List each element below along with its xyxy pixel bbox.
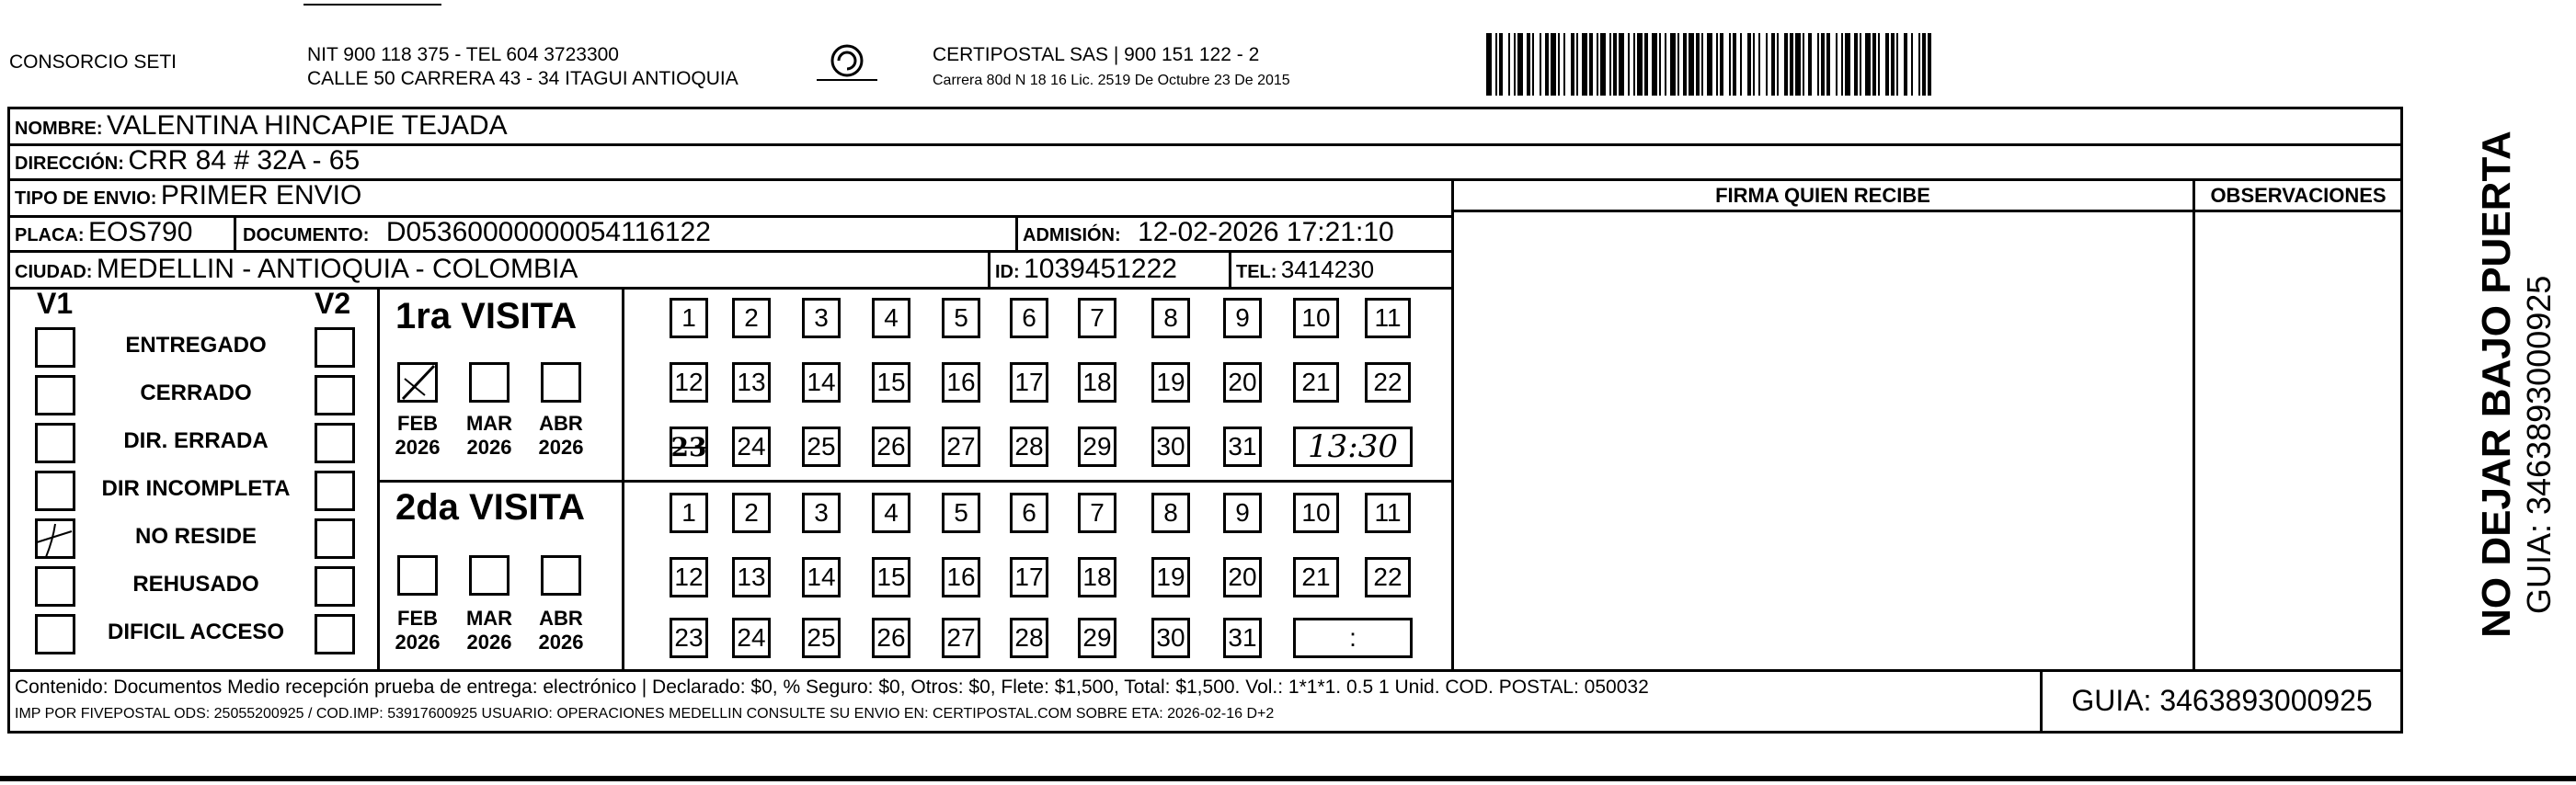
barcode-bar bbox=[1865, 33, 1871, 96]
day-cell[interactable]: 24 bbox=[732, 618, 771, 658]
tipo-row: TIPO DE ENVIO: PRIMER ENVIO bbox=[15, 180, 362, 210]
barcode-bar bbox=[1758, 33, 1760, 96]
barcode-bar bbox=[1747, 33, 1751, 96]
row-divider bbox=[7, 178, 2403, 181]
nombre-row: NOMBRE: VALENTINA HINCAPIE TEJADA bbox=[15, 110, 508, 141]
day-cell[interactable]: 13 bbox=[732, 362, 771, 403]
barcode-bar bbox=[1644, 33, 1648, 96]
barcode-bar bbox=[1928, 33, 1931, 96]
observaciones-header: OBSERVACIONES bbox=[2210, 184, 2387, 207]
address-line: CALLE 50 CARRERA 43 - 34 ITAGUI ANTIOQUIA bbox=[307, 68, 738, 89]
barcode bbox=[1486, 33, 2167, 96]
month-label bbox=[460, 607, 519, 654]
barcode-bar bbox=[1729, 33, 1731, 96]
barcode-bar bbox=[1600, 33, 1606, 96]
ciudad-field: CIUDAD: MEDELLIN - ANTIOQUIA - COLOMBIA bbox=[15, 254, 578, 284]
barcode-bar bbox=[1891, 33, 1895, 96]
placa-field: PLACA: EOS790 bbox=[15, 217, 193, 247]
barcode-bar bbox=[1589, 33, 1593, 96]
day-cell[interactable]: 27 bbox=[942, 618, 980, 658]
v1-checkbox[interactable] bbox=[35, 614, 75, 654]
month-year: 2026 bbox=[538, 436, 584, 459]
day-cell[interactable]: 17 bbox=[1010, 362, 1048, 403]
barcode-bar bbox=[1665, 33, 1666, 96]
placa-value: EOS790 bbox=[88, 217, 193, 247]
barcode-bar bbox=[1841, 33, 1843, 96]
month-year: 2026 bbox=[538, 631, 584, 654]
month-name: ABR bbox=[539, 412, 583, 435]
day-cell[interactable]: 29 bbox=[1078, 618, 1116, 658]
barcode-bar bbox=[1637, 33, 1643, 96]
month-label bbox=[388, 412, 447, 460]
barcode-bar bbox=[1659, 33, 1661, 96]
month-checkbox[interactable] bbox=[397, 362, 438, 403]
v2-checkbox[interactable] bbox=[315, 327, 355, 368]
day-cell[interactable]: 22 bbox=[1365, 362, 1411, 403]
direccion-row: DIRECCIÓN: CRR 84 # 32A - 65 bbox=[15, 145, 361, 176]
reason-label: DIR. ERRADA bbox=[123, 428, 269, 453]
month-checkbox[interactable] bbox=[469, 362, 509, 403]
side-text bbox=[2419, 118, 2558, 651]
day-cell[interactable]: 9 bbox=[1223, 493, 1262, 533]
day-cell[interactable]: 28 bbox=[1010, 618, 1048, 658]
day-cell[interactable]: 11 bbox=[1365, 493, 1411, 533]
barcode-bar bbox=[1836, 33, 1838, 96]
barcode-bar bbox=[1558, 33, 1560, 96]
documento-field: DOCUMENTO: D05360000000054116122 bbox=[243, 217, 711, 247]
month-checkbox[interactable] bbox=[541, 555, 581, 596]
day-cell[interactable]: 16 bbox=[942, 362, 980, 403]
barcode-bar bbox=[1495, 33, 1497, 96]
day-cell[interactable]: 11 bbox=[1365, 298, 1411, 338]
barcode-bar bbox=[1753, 33, 1755, 96]
v1-checkbox[interactable] bbox=[35, 327, 75, 368]
barcode-bar bbox=[1803, 33, 1804, 96]
month-year: 2026 bbox=[466, 631, 512, 654]
day-cell[interactable]: 22 bbox=[1365, 557, 1411, 597]
barcode-bar bbox=[1677, 33, 1679, 96]
col-divider bbox=[234, 215, 236, 252]
month-label bbox=[532, 412, 590, 460]
month-label bbox=[532, 607, 590, 654]
day-cell[interactable]: 25 bbox=[802, 618, 841, 658]
barcode-bar bbox=[1571, 33, 1574, 96]
barcode-bar bbox=[1784, 33, 1788, 96]
day-cell[interactable]: 19 bbox=[1151, 362, 1190, 403]
month-name: ABR bbox=[539, 607, 583, 630]
day-cell[interactable]: 7 bbox=[1078, 493, 1116, 533]
day-cell[interactable]: 2 bbox=[732, 493, 771, 533]
tel-value: 3414230 bbox=[1280, 256, 1375, 283]
day-cell[interactable]: 21 bbox=[1293, 362, 1339, 403]
v2-checkbox[interactable] bbox=[315, 614, 355, 654]
month-name: MAR bbox=[465, 412, 513, 435]
month-year: 2026 bbox=[395, 631, 441, 654]
col-divider bbox=[377, 287, 380, 671]
reason-label: DIFICIL ACCESO bbox=[107, 620, 284, 644]
month-name: FEB bbox=[397, 412, 438, 435]
second-visit-title: 2da VISITA bbox=[395, 487, 585, 528]
reason-label: CERRADO bbox=[140, 381, 252, 405]
day-cell[interactable]: 31 bbox=[1223, 618, 1262, 658]
barcode-bar bbox=[1563, 33, 1565, 96]
v2-checkbox[interactable] bbox=[315, 566, 355, 607]
barcode-bar bbox=[1517, 33, 1523, 96]
day-cell[interactable]: 24 bbox=[732, 427, 771, 467]
col-divider bbox=[988, 250, 990, 289]
barcode-bar bbox=[1628, 33, 1630, 96]
col-divider bbox=[1451, 178, 1454, 671]
barcode-bar bbox=[1582, 33, 1587, 96]
barcode-bar bbox=[1845, 33, 1850, 96]
barcode-bar bbox=[1878, 33, 1880, 96]
day-cell[interactable]: 20 bbox=[1223, 362, 1262, 403]
bottom-rule bbox=[0, 776, 2576, 781]
day-cell[interactable]: 4 bbox=[872, 298, 910, 338]
ciudad-value: MEDELLIN - ANTIOQUIA - COLOMBIA bbox=[96, 254, 578, 284]
month-name: MAR bbox=[465, 607, 513, 630]
day-cell[interactable]: 13 bbox=[732, 557, 771, 597]
day-cell[interactable]: 19 bbox=[1151, 557, 1190, 597]
day-cell[interactable]: 14 bbox=[802, 362, 841, 403]
day-cell[interactable]: 8 bbox=[1151, 493, 1190, 533]
day-cell[interactable]: 15 bbox=[872, 362, 910, 403]
month-checkbox[interactable] bbox=[541, 362, 581, 403]
month-year: 2026 bbox=[395, 436, 441, 459]
day-cell[interactable]: 3 bbox=[802, 298, 841, 338]
day-cell[interactable]: 28 bbox=[1010, 427, 1048, 467]
barcode-bar bbox=[1733, 33, 1736, 96]
id-field: ID: 1039451222 bbox=[995, 254, 1177, 284]
day-cell[interactable]: 20 bbox=[1223, 557, 1262, 597]
v1-checkbox[interactable] bbox=[35, 423, 75, 463]
id-value: 1039451222 bbox=[1024, 254, 1177, 284]
barcode-bar bbox=[1904, 33, 1907, 96]
month-checkbox[interactable] bbox=[397, 555, 438, 596]
barcode-bar bbox=[1922, 33, 1926, 96]
courier-license: Carrera 80d N 18 16 Lic. 2519 De Octubre 23 De 2015 bbox=[933, 73, 1290, 88]
barcode-bar bbox=[1720, 33, 1723, 96]
barcode-bar bbox=[1740, 33, 1742, 96]
col-divider bbox=[2040, 669, 2043, 734]
reason-label: ENTREGADO bbox=[125, 333, 267, 358]
col-divider bbox=[2192, 178, 2195, 671]
side-guia-text: GUIA: 3463893000925 bbox=[2520, 275, 2558, 614]
barcode-bar bbox=[1817, 33, 1819, 96]
barcode-bar bbox=[1576, 33, 1578, 96]
barcode-bar bbox=[1707, 33, 1712, 96]
day-cell[interactable]: 9 bbox=[1223, 298, 1262, 338]
documento-value: D05360000000054116122 bbox=[385, 217, 711, 247]
reason-label: REHUSADO bbox=[132, 572, 259, 597]
first-visit-title: 1ra VISITA bbox=[395, 296, 578, 336]
barcode-bar bbox=[1854, 33, 1858, 96]
day-cell[interactable]: 10 bbox=[1293, 298, 1339, 338]
reason-label: DIR INCOMPLETA bbox=[101, 476, 291, 501]
barcode-bar bbox=[1795, 33, 1801, 96]
tipo-value: PRIMER ENVIO bbox=[160, 180, 362, 210]
month-year: 2026 bbox=[466, 436, 512, 459]
day-cell[interactable]: 16 bbox=[942, 557, 980, 597]
day-cell[interactable]: 10 bbox=[1293, 493, 1339, 533]
day-cell[interactable]: 30 bbox=[1151, 427, 1190, 467]
month-name: FEB bbox=[397, 607, 438, 630]
v2-checkbox[interactable] bbox=[315, 423, 355, 463]
v2-header: V2 bbox=[315, 287, 351, 320]
guia-box: GUIA: 3463893000925 bbox=[2071, 684, 2373, 717]
v1-checkbox[interactable] bbox=[35, 518, 75, 559]
barcode-bar bbox=[1683, 33, 1687, 96]
time-box[interactable]: 13:30 bbox=[1293, 427, 1413, 467]
no-dejar-text: NO DEJAR BAJO PUERTA bbox=[2474, 131, 2519, 638]
signature-area[interactable] bbox=[1457, 213, 2191, 667]
day-cell[interactable]: 26 bbox=[872, 427, 910, 467]
v2-checkbox[interactable] bbox=[315, 471, 355, 511]
nombre-value: VALENTINA HINCAPIE TEJADA bbox=[107, 110, 508, 141]
barcode-bar bbox=[1689, 33, 1694, 96]
day-cell[interactable]: 7 bbox=[1078, 298, 1116, 338]
v2-checkbox[interactable] bbox=[315, 375, 355, 415]
barcode-bar bbox=[1860, 33, 1861, 96]
nit-line: NIT 900 118 375 - TEL 604 3723300 bbox=[307, 44, 619, 65]
col-divider bbox=[622, 287, 624, 671]
courier-name: CERTIPOSTAL SAS | 900 151 122 - 2 bbox=[933, 44, 1260, 65]
barcode-bar bbox=[1597, 33, 1598, 96]
barcode-bar bbox=[1808, 33, 1812, 96]
barcode-bar bbox=[1885, 33, 1889, 96]
day-cell[interactable]: 5 bbox=[942, 493, 980, 533]
barcode-bar bbox=[1486, 33, 1492, 96]
day-cell[interactable]: 26 bbox=[872, 618, 910, 658]
direccion-value: CRR 84 # 32A - 65 bbox=[128, 145, 361, 176]
day-cell[interactable]: 18 bbox=[1078, 557, 1116, 597]
v2-checkbox[interactable] bbox=[315, 518, 355, 559]
month-checkbox[interactable] bbox=[469, 555, 509, 596]
v1-checkbox[interactable] bbox=[35, 471, 75, 511]
day-cell[interactable]: 18 bbox=[1078, 362, 1116, 403]
visit-divider bbox=[377, 480, 1453, 483]
tel-field: TEL: 3414230 bbox=[1236, 256, 1375, 283]
company-name: CONSORCIO SETI bbox=[9, 51, 177, 73]
day-cell[interactable]: 29 bbox=[1078, 427, 1116, 467]
day-cell[interactable]: 1 bbox=[670, 493, 708, 533]
barcode-bar bbox=[1540, 33, 1541, 96]
col-divider bbox=[1015, 215, 1018, 252]
day-cell[interactable]: 17 bbox=[1010, 557, 1048, 597]
barcode-bar bbox=[1508, 33, 1510, 96]
barcode-bar bbox=[1670, 33, 1676, 96]
time-box[interactable]: : bbox=[1293, 618, 1413, 658]
barcode-bar bbox=[1777, 33, 1779, 96]
day-cell[interactable]: 5 bbox=[942, 298, 980, 338]
day-cell[interactable]: 3 bbox=[802, 493, 841, 533]
barcode-bar bbox=[1696, 33, 1700, 96]
top-rule bbox=[303, 4, 441, 6]
barcode-bar bbox=[1766, 33, 1768, 96]
contenido-line: Contenido: Documentos Medio recepción prueba de entrega: electrónico | Declarado: $0, % Seguro: $0, Otros: $0, Flete: $1,500, Total: $1,500. Vol.: 1*1*1. 0.5 1 Unid. COD. POSTAL: 050032 bbox=[15, 677, 1649, 698]
barcode-bar bbox=[1701, 33, 1703, 96]
barcode-bar bbox=[1514, 33, 1516, 96]
reason-label: NO RESIDE bbox=[134, 524, 258, 549]
col-divider bbox=[1229, 250, 1231, 289]
day-cell[interactable]: 12 bbox=[670, 362, 708, 403]
v1-checkbox[interactable] bbox=[35, 375, 75, 415]
day-cell[interactable]: 6 bbox=[1010, 493, 1048, 533]
barcode-bar bbox=[1911, 33, 1913, 96]
observaciones-area[interactable] bbox=[2198, 213, 2400, 667]
v1-header: V1 bbox=[37, 287, 74, 320]
day-cell[interactable]: 4 bbox=[872, 493, 910, 533]
day-cell[interactable]: 27 bbox=[942, 427, 980, 467]
day-cell[interactable]: 12 bbox=[670, 557, 708, 597]
barcode-bar bbox=[1532, 33, 1534, 96]
barcode-bar bbox=[1619, 33, 1624, 96]
certipostal-logo bbox=[815, 40, 879, 96]
barcode-bar bbox=[1499, 33, 1503, 96]
firma-header: FIRMA QUIEN RECIBE bbox=[1715, 184, 1930, 207]
day-cell[interactable]: 8 bbox=[1151, 298, 1190, 338]
barcode-bar bbox=[1872, 33, 1876, 96]
v1-checkbox[interactable] bbox=[35, 566, 75, 607]
day-cell[interactable]: 15 bbox=[872, 557, 910, 597]
month-label bbox=[388, 607, 447, 654]
barcode-bar bbox=[1790, 33, 1793, 96]
footer-divider bbox=[7, 669, 2403, 672]
day-cell[interactable]: 30 bbox=[1151, 618, 1190, 658]
day-cell[interactable]: 25 bbox=[802, 427, 841, 467]
barcode-bar bbox=[1652, 33, 1657, 96]
admision-value: 12-02-2026 17:21:10 bbox=[1138, 217, 1394, 247]
day-cell[interactable]: 1 bbox=[670, 298, 708, 338]
barcode-bar bbox=[1633, 33, 1635, 96]
day-cell[interactable]: 23 bbox=[670, 618, 708, 658]
barcode-bar bbox=[1826, 33, 1830, 96]
barcode-bar bbox=[1527, 33, 1530, 96]
barcode-bar bbox=[1716, 33, 1718, 96]
barcode-bar bbox=[1613, 33, 1617, 96]
day-cell[interactable]: 31 bbox=[1223, 427, 1262, 467]
barcode-bar bbox=[1918, 33, 1920, 96]
barcode-bar bbox=[1609, 33, 1611, 96]
day-cell[interactable]: 23 bbox=[670, 427, 708, 467]
admision-field: ADMISIÓN: 12-02-2026 17:21:10 bbox=[1023, 217, 1394, 247]
barcode-bar bbox=[1545, 33, 1549, 96]
day-cell[interactable]: 6 bbox=[1010, 298, 1048, 338]
day-cell[interactable]: 14 bbox=[802, 557, 841, 597]
imp-line: IMP POR FIVEPOSTAL ODS: 25055200925 / COD.IMP: 53917600925 USUARIO: OPERACIONES MEDELLIN CONSULTE SU ENVIO EN: CERTIPOSTAL.COM SOBRE ETA: 2026-02-16 D+2 bbox=[15, 706, 1275, 722]
barcode-bar bbox=[1771, 33, 1775, 96]
month-label bbox=[460, 412, 519, 460]
barcode-bar bbox=[1896, 33, 1898, 96]
signature-header-divider bbox=[1451, 210, 2403, 212]
barcode-bar bbox=[1551, 33, 1556, 96]
day-cell[interactable]: 2 bbox=[732, 298, 771, 338]
barcode-bar bbox=[1821, 33, 1825, 96]
day-cell[interactable]: 21 bbox=[1293, 557, 1339, 597]
